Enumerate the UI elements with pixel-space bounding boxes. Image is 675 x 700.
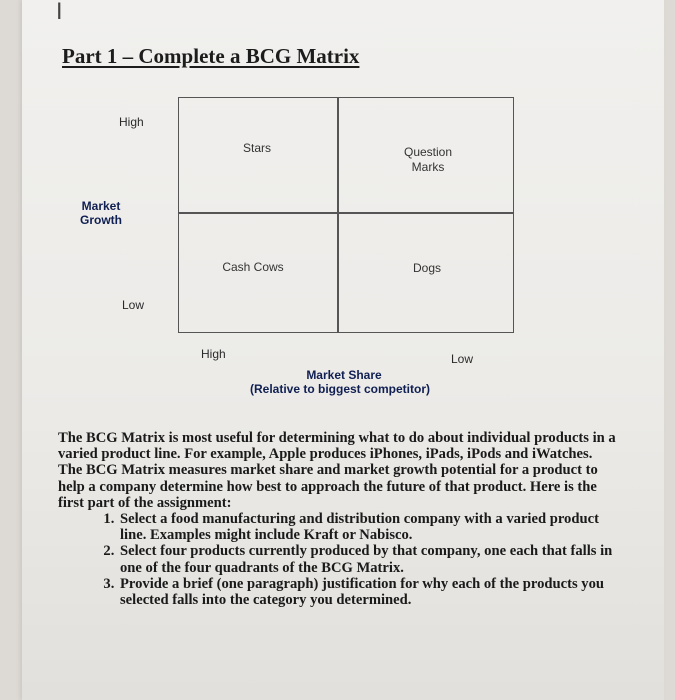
assignment-steps [58,511,618,608]
x-axis-subtitle: (Relative to biggest competitor) [249,382,431,396]
matrix-vertical-divider [337,98,339,332]
list-item: 2. Select four products currently produced by that company, one each that falls in one of the four quadrants of the BCG Matrix. [118,543,618,575]
y-axis-high-label: High [119,115,144,129]
x-axis-title: Market Share [306,368,382,382]
quadrant-question-marks: Question Marks [403,145,453,174]
y-axis-low-label: Low [122,298,145,312]
text-cursor-icon: I [56,0,63,25]
instructions [58,430,618,608]
bcg-matrix [178,97,514,333]
quadrant-stars: Stars [242,141,271,155]
list-item: 3. Provide a brief (one paragraph) justification for why each of the products you selected falls into the category you determined. [118,576,618,608]
quadrant-dogs: Dogs [412,261,441,275]
quadrant-cash-cows: Cash Cows [222,260,284,274]
list-item: 1. Select a food manufacturing and distribution company with a varied product line. Examples might include Kraft or Nabisco. [118,511,618,543]
page-title: Part 1 – Complete a BCG Matrix [62,44,360,68]
intro-paragraph: The BCG Matrix is most useful for determining what to do about individual products in a varied product line. For example, Apple produces iPhones, iPads, iPods and iWatches. The BCG Matrix measures market share and market growth potential for a product to help a company determine how best to approach the future of that product. Here is the first part of the assignment: [58,430,616,511]
x-axis-high-label: High [201,347,226,361]
x-axis-low-label: Low [451,352,474,366]
matrix-horizontal-divider [179,212,513,214]
y-axis-title: Market Growth [80,199,122,227]
